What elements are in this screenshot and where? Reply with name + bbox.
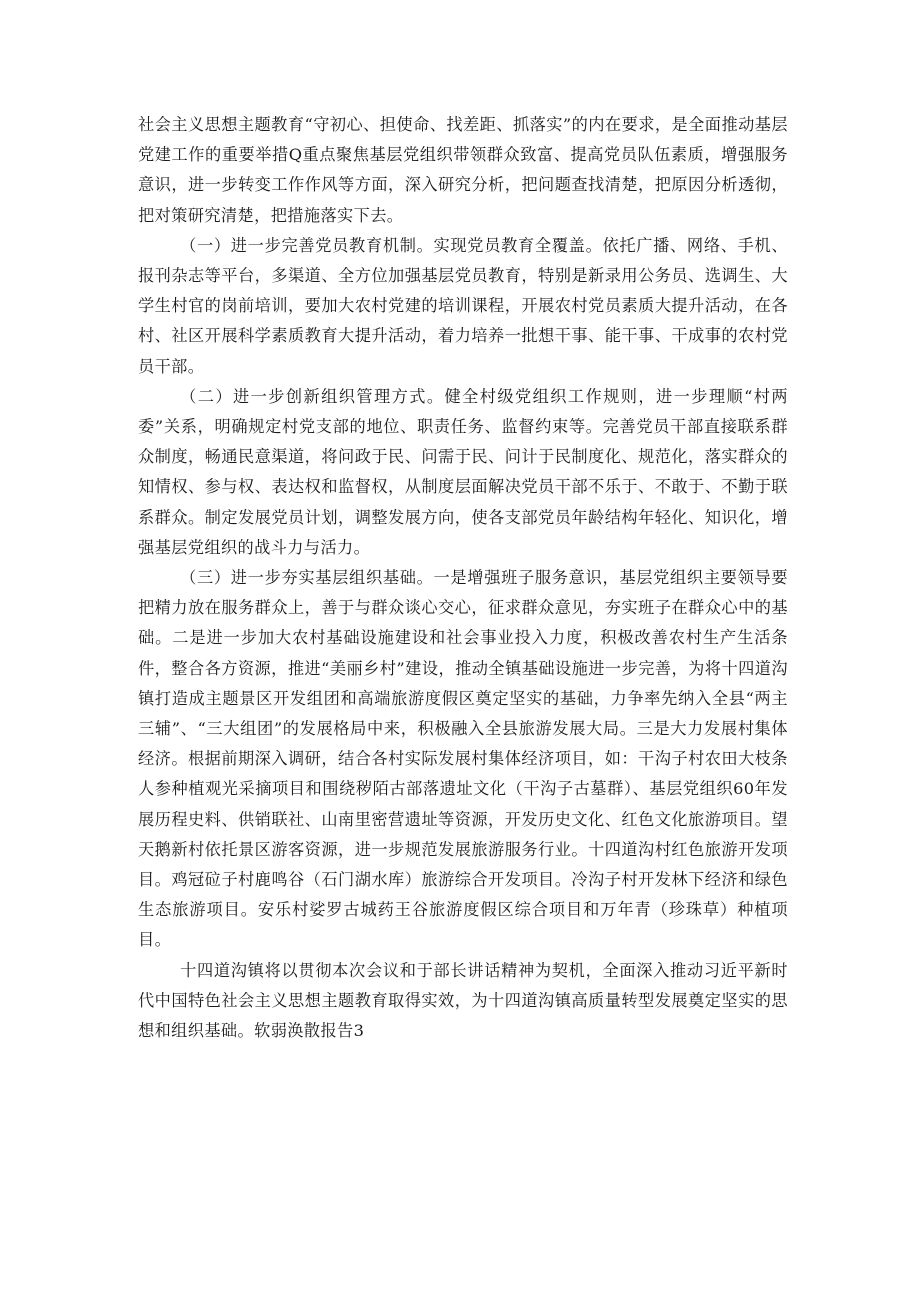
paragraph-conclusion: 十四道沟镇将以贯彻本次会议和于部长讲话精神为契机，全面深入推动习近平新时代中国特色社会主义思想主题教育取得实效，为十四道沟镇高质量转型发展奠定坚实的思想和组织基础。软弱涣散报告3 — [138, 960, 788, 1041]
paragraph-section-two: （二）进一步创新组织管理方式。健全村级党组织工作规则，进一步理顺“村两委”关系，明确规定村党支部的地位、职责任务、监督约束等。完善党员干部直接联系群众制度，畅通民意渠道，将问政于民、问需于民、问计于民制度化、规范化，落实群众的知情权、参与权、表达权和监督权，从制度层面解决党员干部不乐于、不敢于、不勤于联系群众。制定发展党员计划，调整发展方向，使各支部党员年龄结构年轻化、知识化，增强基层党组织的战斗力与活力。 — [138, 386, 788, 557]
document-body — [138, 110, 788, 1046]
paragraph-section-three: （三）进一步夯实基层组织基础。一是增强班子服务意识，基层党组织主要领导要把精力放在服务群众上，善于与群众谈心交心，征求群众意见，夯实班子在群众心中的基础。二是进一步加大农村基础设施建设和社会事业投入力度，积极改善农村生产生活条件，整合各方资源，推进“美丽乡村”建设，推动全镇基础设施进一步完善，为将十四道沟镇打造成主题景区开发组团和高端旅游度假区奠定坚实的基础，力争率先纳入全县“两主三辅”、“三大组团”的发展格局中来，积极融入全县旅游发展大局。三是大力发展村集体经济。根据前期深入调研，结合各村实际发展村集体经济项目，如：干沟子村农田大枝条人参种植观光采摘项目和围绕秽陌古部落遗址文化（干沟子古墓群）、基层党组织60年发展历程史料、供销联社、山南里密营遗址等资源，开发历史文化、红色文化旅游项目。望天鹅新村依托景区游客资源，进一步规范发展旅游服务行业。十四道沟村红色旅游开发项目。鸡冠砬子村鹿鸣谷（石门湖水库）旅游综合开发项目。冷沟子村开发林下经济和绿色生态旅游项目。安乐村娑罗古城药王谷旅游度假区综合项目和万年青（珍珠草）种植项目。 — [138, 568, 788, 950]
paragraph-section-one: （一）进一步完善党员教育机制。实现党员教育全覆盖。依托广播、网络、手机、报刊杂志等平台，多渠道、全方位加强基层党员教育，特别是新录用公务员、选调生、大学生村官的岗前培训，要加大农村党建的培训课程，开展农村党员素质大提升活动，在各村、社区开展科学素质教育大提升活动，着力培养一批想干事、能干事、干成事的农村党员干部。 — [138, 235, 788, 376]
paragraph-intro: 社会主义思想主题教育“守初心、担使命、找差距、抓落实”的内在要求，是全面推动基层党建工作的重要举措Q重点聚焦基层党组织带领群众致富、提高党员队伍素质，增强服务意识，进一步转变工作作风等方面，深入研究分析，把问题查找清楚，把原因分析透彻，把对策研究清楚，把措施落实下去。 — [138, 115, 788, 225]
